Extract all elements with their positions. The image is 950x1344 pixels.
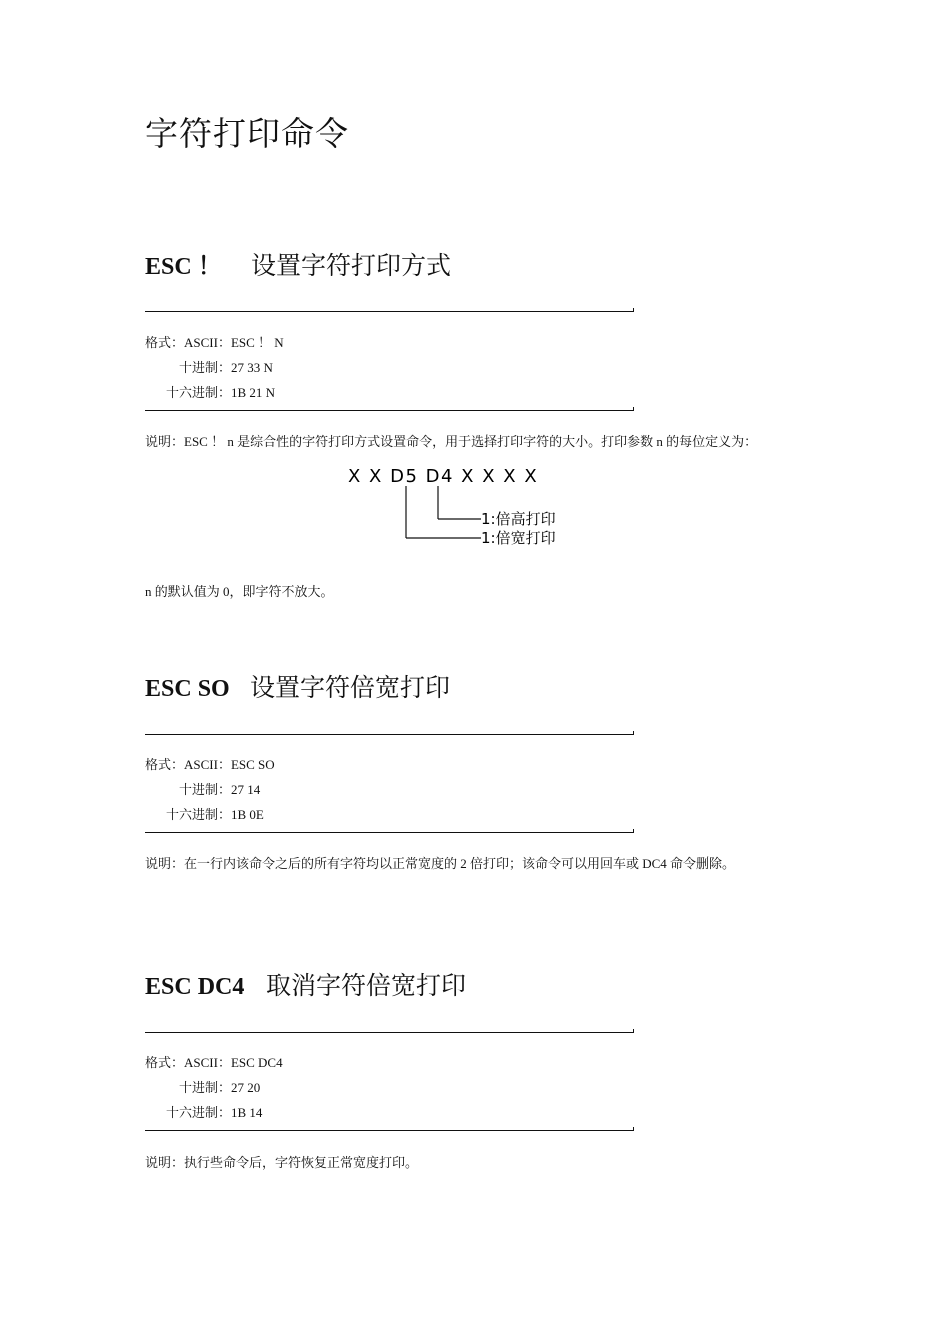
format-hex-line — [166, 382, 275, 401]
format-decimal-line — [179, 1077, 260, 1096]
format-decimal-label: 十进制： — [179, 782, 232, 797]
bit-layout-text: X X D5 D4 X X X X — [348, 466, 539, 487]
format-ascii-value: ESC SO — [230, 757, 275, 772]
format-hex-label: 十六进制： — [166, 807, 232, 822]
format-decimal-label: 十进制： — [179, 360, 232, 375]
section-heading-esc-exclaim — [145, 246, 451, 282]
section-heading-esc-so — [145, 668, 450, 704]
bit-definition-diagram — [340, 462, 580, 554]
format-ascii-label: 格式：ASCII： — [145, 335, 231, 350]
format-ascii-line — [145, 332, 284, 351]
section-title: 设置字符倍宽打印 — [250, 673, 451, 702]
format-bottom-rule — [145, 1130, 633, 1131]
section-heading-esc-dc4 — [145, 966, 466, 1002]
section-command: ESC DC4 — [145, 974, 245, 1000]
description: 说明：ESC ！ n 是综合性的字符打印方式设置命令，用于选择打印字符的大小。打印参数 n 的每位定义为： — [145, 434, 758, 449]
format-decimal-value: 27 20 — [231, 1080, 261, 1095]
description: 说明：执行些命令后，字符恢复正常宽度打印。 — [145, 1155, 419, 1170]
format-hex-label: 十六进制： — [166, 385, 232, 400]
format-bottom-rule — [145, 832, 633, 833]
format-top-rule — [145, 734, 633, 735]
format-hex-value: 1B 0E — [231, 807, 264, 822]
description: 说明：在一行内该命令之后的所有字符均以正常宽度的 2 倍打印；该命令可以用回车或 DC4 命令删除。 — [145, 856, 736, 871]
default-value-note: n 的默认值为 0，即字符不放大。 — [145, 584, 334, 599]
section-command: ESC ！ — [145, 254, 222, 280]
format-bottom-rule — [145, 410, 633, 411]
format-hex-line — [166, 804, 264, 823]
d5-label: 1:倍宽打印 — [481, 529, 556, 547]
format-hex-value: 1B 21 N — [231, 385, 276, 400]
section-title: 设置字符打印方式 — [251, 251, 452, 280]
d4-label: 1:倍高打印 — [481, 510, 556, 528]
format-ascii-line — [145, 754, 275, 773]
format-decimal-line — [179, 779, 260, 798]
format-hex-label: 十六进制： — [166, 1105, 232, 1120]
format-decimal-label: 十进制： — [179, 1080, 232, 1095]
format-ascii-label: 格式：ASCII： — [145, 757, 231, 772]
format-top-rule — [145, 1032, 633, 1033]
format-decimal-line — [179, 357, 273, 376]
section-title: 取消字符倍宽打印 — [266, 971, 467, 1000]
format-hex-value: 1B 14 — [231, 1105, 263, 1120]
format-ascii-value: ESC DC4 — [230, 1055, 283, 1070]
format-decimal-value: 27 14 — [231, 782, 261, 797]
format-ascii-line — [145, 1052, 283, 1071]
section-command: ESC SO — [145, 676, 230, 702]
format-top-rule — [145, 311, 633, 312]
format-hex-line — [166, 1102, 262, 1121]
page-title: 字符打印命令 — [145, 114, 349, 153]
format-ascii-label: 格式：ASCII： — [145, 1055, 231, 1070]
format-decimal-value: 27 33 N — [231, 360, 273, 375]
format-ascii-value: ESC ！ N — [230, 335, 284, 350]
